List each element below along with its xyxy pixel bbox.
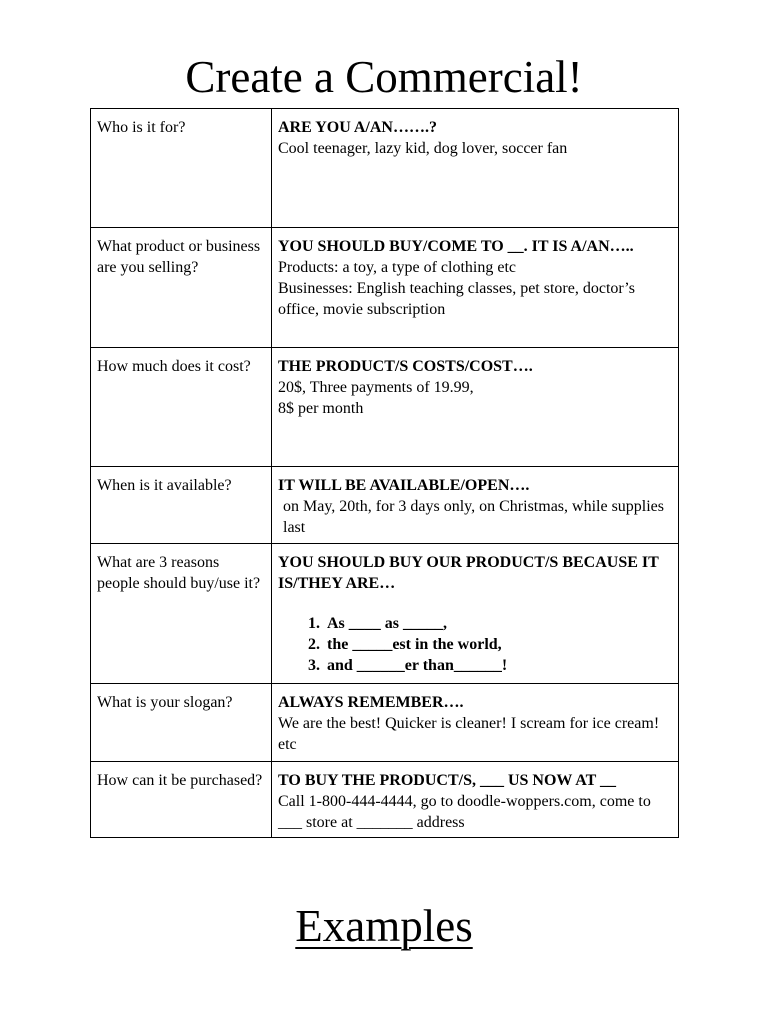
page-title: Create a Commercial! [185, 52, 583, 102]
table-row [91, 762, 679, 838]
answer-heading: YOU SHOULD BUY OUR PRODUCT/S BECAUSE IT IS/THEY ARE… [278, 554, 659, 592]
example-text: 20$, Three payments of 19.99, [278, 379, 474, 396]
question-cell: What is your slogan? [91, 684, 272, 762]
example-text: We are the best! Quicker is cleaner! I scream for ice cream! etc [278, 715, 660, 753]
answer-cell [272, 467, 679, 544]
question-cell: How can it be purchased? [91, 762, 272, 838]
example-text: Products: a toy, a type of clothing etc [278, 259, 517, 276]
reasons-list [278, 613, 672, 676]
answer-heading: TO BUY THE PRODUCT/S, ___ US NOW AT __ [278, 772, 616, 789]
answer-heading: THE PRODUCT/S COSTS/COST…. [278, 358, 533, 375]
table-row [91, 348, 679, 467]
answer-cell [272, 684, 679, 762]
question-cell: Who is it for? [91, 109, 272, 228]
answer-cell [272, 228, 679, 348]
commercial-worksheet-table [90, 108, 679, 838]
list-item: 2. the _____est in the world, [324, 634, 672, 655]
table-row [91, 544, 679, 684]
answer-heading: YOU SHOULD BUY/COME TO __. IT IS A/AN….. [278, 238, 634, 255]
question-cell: When is it available? [91, 467, 272, 544]
question-cell: What product or business are you selling? [91, 228, 272, 348]
table-row [91, 467, 679, 544]
answer-cell [272, 109, 679, 228]
example-text: on May, 20th, for 3 days only, on Christmas, while supplies last [283, 498, 665, 536]
answer-heading: IT WILL BE AVAILABLE/OPEN…. [278, 477, 530, 494]
examples-heading: Examples [295, 901, 473, 951]
answer-cell [272, 762, 679, 838]
list-item: 1. As ____ as _____, [324, 613, 672, 634]
example-text: Call 1-800-444-4444, go to doodle-woppers.com, come to ___ store at _______ address [278, 793, 651, 831]
example-text: Businesses: English teaching classes, pet store, doctor’s office, movie subscription [278, 280, 635, 318]
example-text: Cool teenager, lazy kid, dog lover, soccer fan [278, 140, 568, 157]
list-item: 3. and ______er than______! [324, 655, 672, 676]
answer-cell [272, 348, 679, 467]
answer-heading: ALWAYS REMEMBER…. [278, 694, 464, 711]
table-row [91, 684, 679, 762]
question-cell: How much does it cost? [91, 348, 272, 467]
question-cell: What are 3 reasons people should buy/use it? [91, 544, 272, 684]
answer-cell [272, 544, 679, 684]
example-text: 8$ per month [278, 400, 364, 417]
table-row [91, 109, 679, 228]
table-row [91, 228, 679, 348]
answer-heading: ARE YOU A/AN…….? [278, 119, 437, 136]
